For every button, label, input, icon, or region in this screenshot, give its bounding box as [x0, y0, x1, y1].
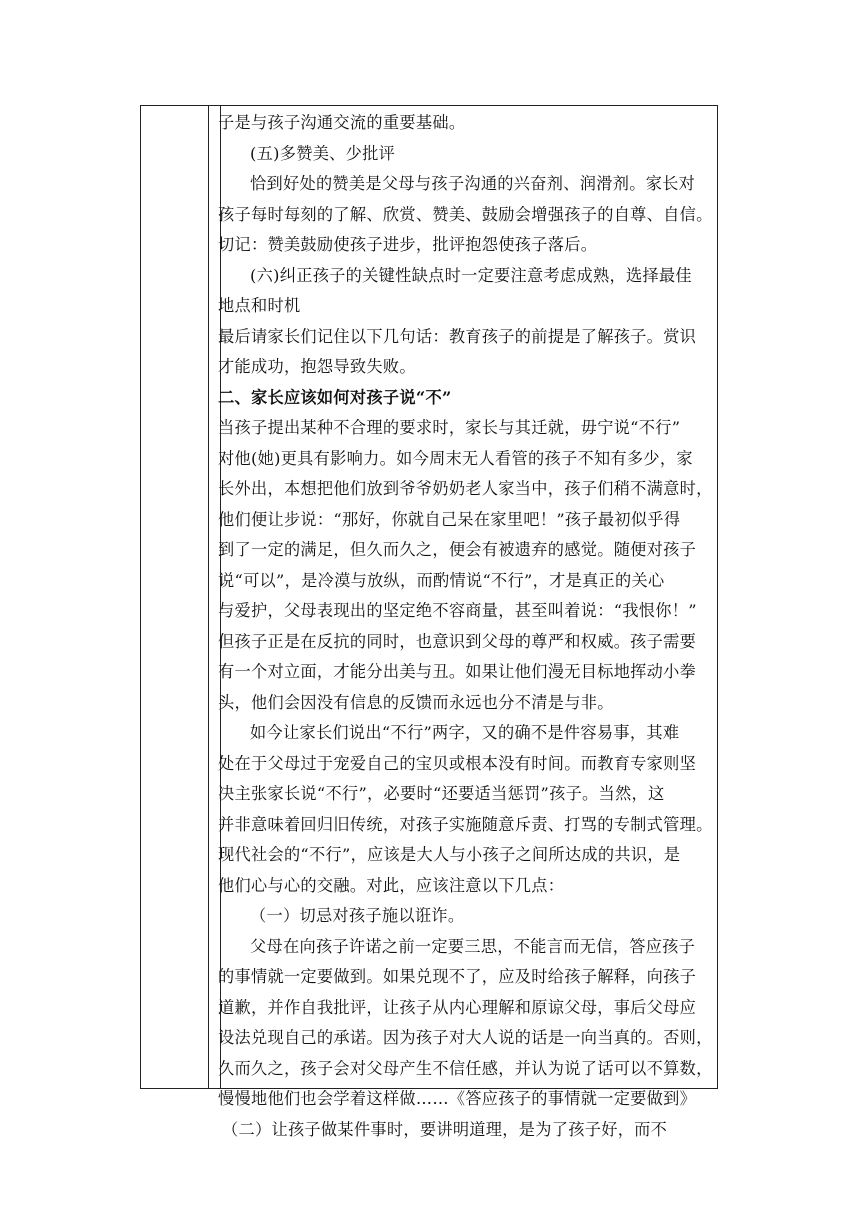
body-line: 决主张家长说“不行”，必要时“还要适当惩罚”孩子。当然，这	[218, 784, 665, 803]
body-line: 久而久之，孩子会对父母产生不信任感，并认为说了话可以不算数，	[218, 1058, 713, 1078]
subsection-heading-2: （二）让孩子做某件事时，要讲明道理，是为了孩子好，而不	[222, 1119, 668, 1139]
body-line: 孩子每时每刻的了解、欣赏、赞美、鼓励会增强孩子的自尊、自信。	[218, 204, 713, 224]
body-line: 但孩子正是在反抗的同时，也意识到父母的尊严和权威。孩子需要	[218, 631, 697, 651]
subsection-heading-1: （一）切忌对孩子施以诳诈。	[250, 906, 465, 925]
body-line: 对他(她)更具有影响力。如今周末无人看管的孩子不知有多少，家	[218, 448, 693, 468]
body-line: 与爱护，父母表现出的坚定绝不容商量，甚至叫着说：“我恨你！”	[218, 601, 697, 620]
body-line: 才能成功，抱怨导致失败。	[218, 357, 416, 376]
body-line: 处在于父母过于宠爱自己的宝贝或根本没有时间。而教育专家则坚	[218, 753, 697, 773]
body-line: 地点和时机	[218, 296, 301, 315]
body-line: 说“可以”，是冷漠与放纵，而酌情说“不行”，才是真正的关心	[218, 570, 665, 590]
section-heading-6: (六)纠正孩子的关键性缺点时一定要注意考虑成熟，选择最佳	[250, 265, 692, 285]
body-line: 长外出，本想把他们放到爷爷奶奶老人家当中，孩子们稍不满意时，	[218, 479, 713, 498]
section-heading-5: (五)多赞美、少批评	[250, 143, 396, 163]
body-line: 慢慢地他们也会学着这样做……《答应孩子的事情就一定要做到》	[218, 1089, 697, 1108]
table-left-column	[141, 106, 209, 1088]
body-line: 他们便让步说：“那好，你就自己呆在家里吧！”孩子最初似乎得	[218, 509, 681, 529]
body-line: 有一个对立面，才能分出美与丑。如果让他们漫无目标地挥动小拳	[218, 662, 697, 681]
body-line: 如今让家长们说出“不行”两字，又的确不是件容易事，其难	[250, 723, 680, 742]
body-line: 头，他们会因没有信息的反馈而永远也分不清是与非。	[218, 692, 614, 712]
body-line: 切记：赞美鼓励使孩子进步，批评抱怨使孩子落后。	[218, 235, 598, 254]
body-line: 道歉，并作自我批评，让孩子从内心理解和原谅父母，事后父母应	[218, 997, 697, 1017]
body-line: 最后请家长们记住以下几句话：教育孩子的前提是了解孩子。赏识	[218, 326, 697, 346]
body-line: 设法兑现自己的承诺。因为孩子对大人说的话是一向当真的。否则，	[218, 1028, 713, 1047]
body-line: 子是与孩子沟通交流的重要基础。	[218, 113, 466, 132]
body-line: 恰到好处的赞美是父母与孩子沟通的兴奋剂、润滑剂。家长对	[250, 174, 696, 193]
body-line: 并非意味着回归旧传统，对孩子实施随意斥责、打骂的专制式管理。	[218, 814, 713, 834]
section-title-2: 二、家长应该如何对孩子说“不”	[218, 387, 452, 407]
body-line: 他们心与心的交融。对此，应该注意以下几点：	[218, 875, 565, 895]
document-body	[218, 108, 714, 1145]
body-line: 的事情就一定要做到。如果兑现不了，应及时给孩子解释，向孩子	[218, 967, 697, 986]
body-line: 当孩子提出某种不合理的要求时，家长与其迁就，毋宁说“不行”	[218, 418, 681, 437]
body-line: 父母在向孩子许诺之前一定要三思，不能言而无信，答应孩子	[250, 936, 696, 956]
body-line: 到了一定的满足，但久而久之，便会有被遗弃的感觉。随便对孩子	[218, 540, 697, 559]
body-line: 现代社会的“不行”，应该是大人与小孩子之间所达成的共识，是	[218, 845, 681, 864]
